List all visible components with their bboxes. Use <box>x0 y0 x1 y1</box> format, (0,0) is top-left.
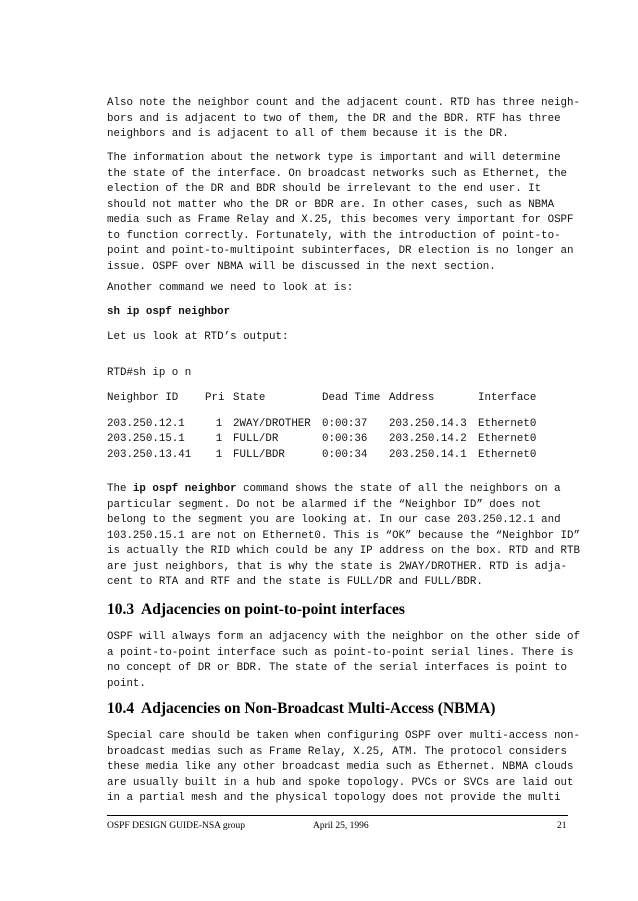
table-row: 203.250.15.1 1 FULL/DR 0:00:36 203.250.14.2 Ethernet0 <box>107 433 537 445</box>
section-10-3-body: OSPF will always form an adjacency with the neighbor on the other side of a point-to-point interface such as point-to-point serial lines. There is no concept of DR or BDR. The state of the serial interfaces is point to point. <box>107 631 580 690</box>
table-row: 203.250.13.41 1 FULL/BDR 0:00:34 203.250.14.1 Ethernet0 <box>107 448 537 461</box>
paragraph-neighbor-count: Also note the neighbor count and the adjacent count. RTD has three neigh- bors and is adjacent to two of them, the DR and the BDR. RTF has three neighbors and is adjacent to all of them because it is the DR. <box>107 97 580 140</box>
table-header-row <box>107 391 548 407</box>
section-10-4-body: Special care should be taken when configuring OSPF over multi-access non- broadcast medias such as Frame Relay, X.25, ATM. The protocol considers these media like any other broadcast media such as Ethernet. NBMA clouds are usually built in a hub and spoke topology. PVCs or SVCs are laid out in a partial mesh and the physical topology does not provide the multi <box>107 730 580 804</box>
paragraph-another-command: Another command we need to look at is: <box>107 282 354 294</box>
cli-prompt: RTD#sh ip o n <box>107 367 192 379</box>
command-text: sh ip ospf neighbor <box>107 306 231 318</box>
paragraph-neighbor-command-explanation: The ip ospf neighbor command shows the state of all the neighbors on a particular segment. Do not be alarmed if the “Neighbor ID” does not belong to the segment you are looking at. In our case 203.250.12.1 and 103.250.15.1 are not on Ethernet0. This is “OK” because the “Neighbor ID” is actually the RID which could be any IP address on the box. RTD and RTB are just neighbors, that is why the state is 2WAY/DROTHER. RTD is adja- cent to RTA and RTF and the state is FULL/DR and FULL/BDR. <box>107 483 580 588</box>
col-header-neighbor-id: Neighbor ID <box>107 392 179 404</box>
col-header-interface: Interface <box>478 392 537 404</box>
section-heading-10-4: 10.4 Adjacencies on Non-Broadcast Multi-Access (NBMA) <box>107 700 496 717</box>
col-header-state: State <box>233 392 266 404</box>
col-header-address: Address <box>389 392 435 404</box>
col-header-pri: Pri <box>205 392 225 404</box>
footer-date: April 25, 1996 <box>313 821 369 831</box>
footer-divider <box>107 815 568 816</box>
paragraph-network-type: The information about the network type is important and will determine the state of the interface. On broadcast networks such as Ethernet, the election of the DR and BDR should be irrelevant to the end user. It should not matter who the DR or BDR are. In other cases, such as NBMA media such as Frame Relay and X.25, this becomes very important for OSPF to function correctly. Fortunately, with the introduction of point-to- point and point-to-multipoint subinterfaces, DR election is no longer an issue. OSPF over NBMA will be discussed in the next section. <box>107 152 574 273</box>
table-row: 203.250.12.1 1 2WAY/DROTHER 0:00:37 203.250.14.3 Ethernet0 <box>107 417 537 430</box>
paragraph-rtd-output: Let us look at RTD’s output: <box>107 331 289 343</box>
page-number: 21 <box>557 821 567 831</box>
neighbor-table <box>107 391 548 463</box>
footer-title: OSPF DESIGN GUIDE-NSA group <box>107 821 246 831</box>
section-heading-10-3: 10.3 Adjacencies on point-to-point interfaces <box>107 601 405 618</box>
col-header-dead-time: Dead Time <box>322 392 381 404</box>
